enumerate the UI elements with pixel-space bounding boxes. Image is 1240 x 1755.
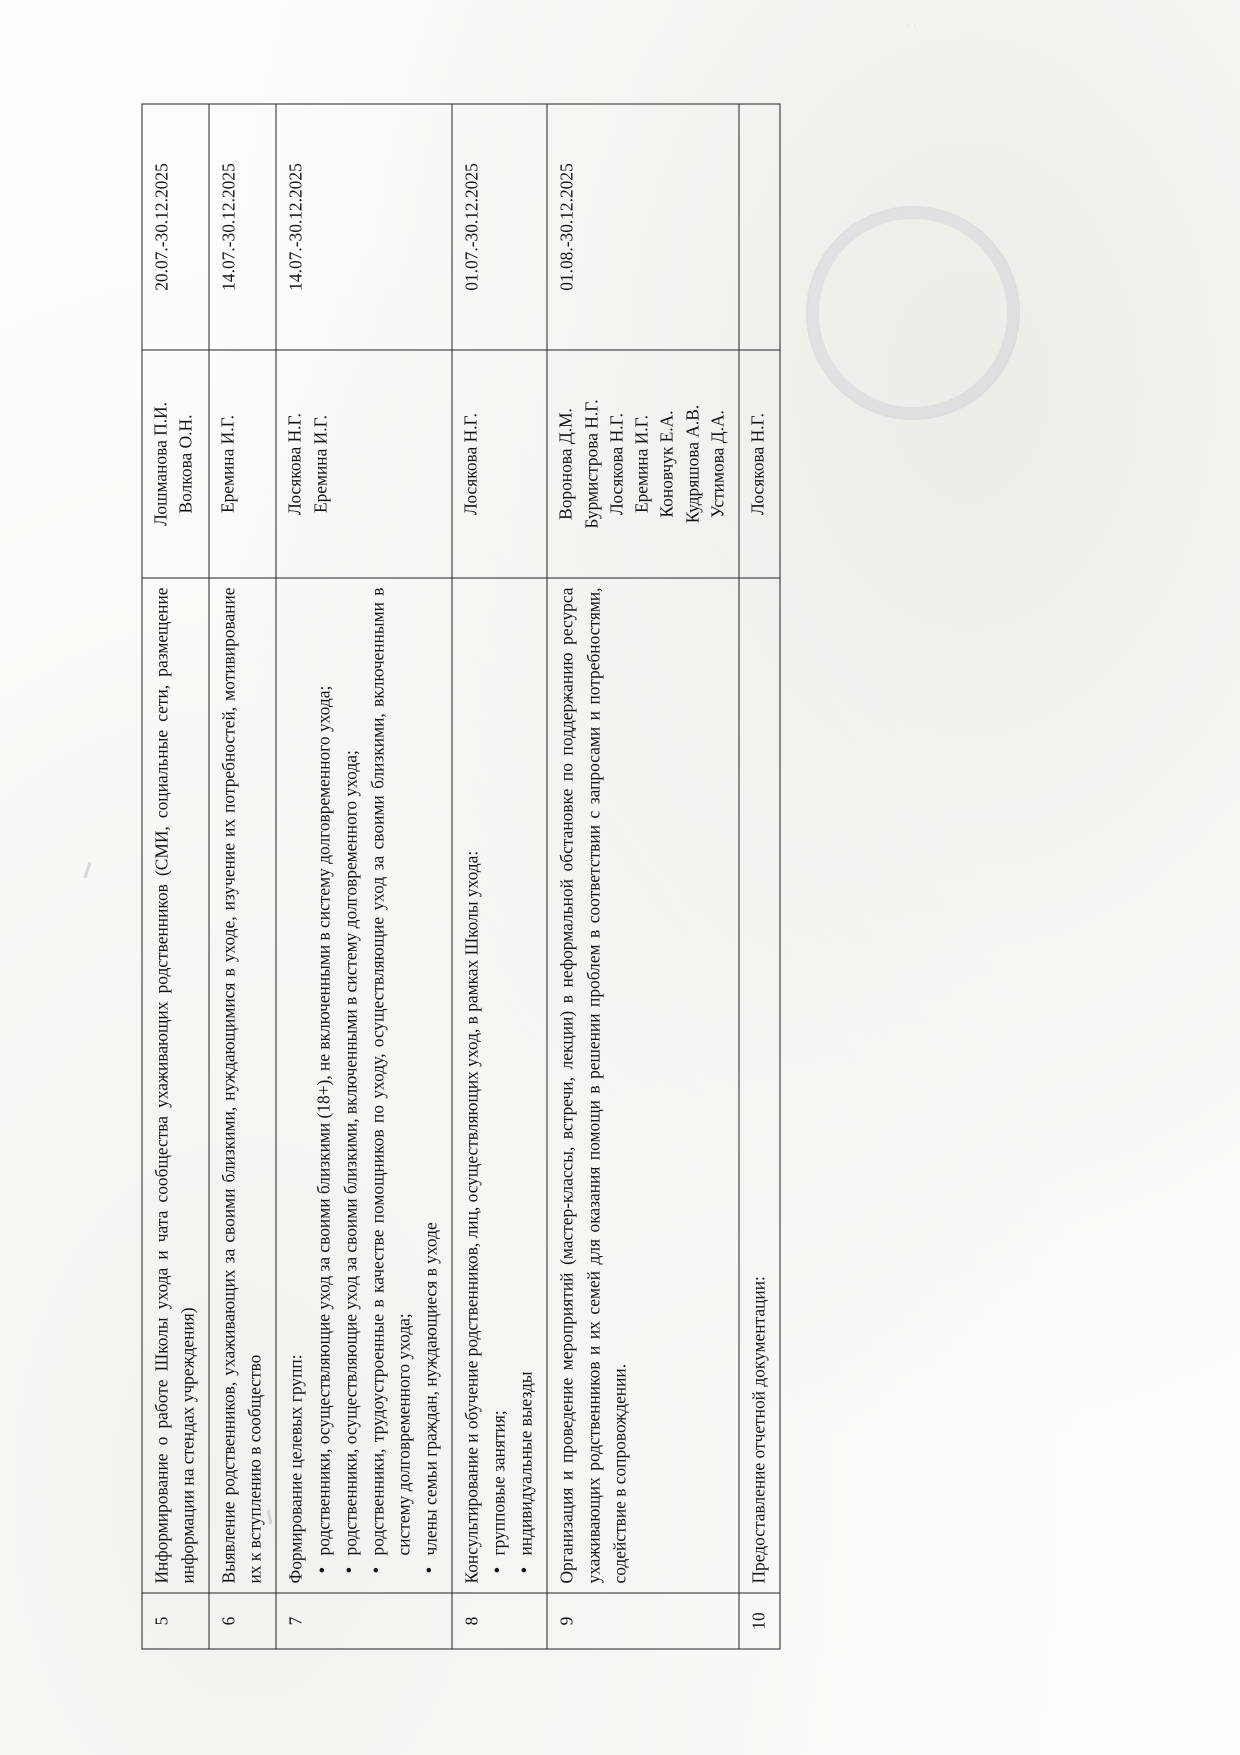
row-date: 20.07.-30.12.2025	[142, 104, 209, 350]
responsible-name: Лосякова Н.Г.	[460, 413, 481, 515]
bleed-mark: · ·	[905, 18, 917, 33]
row-number: 5	[142, 1593, 209, 1649]
row-activity	[452, 578, 547, 1593]
row-date: 01.08.-30.12.2025	[547, 104, 739, 350]
row-responsible	[142, 350, 209, 578]
table-row	[142, 104, 209, 1649]
activity-paragraph: Информирование о работе Школы ухода и чата сообщества ухаживающих родственников (СМИ, социальные сети, размещение информации на стендах учреждения)	[151, 587, 198, 1584]
activity-plan-table	[142, 104, 781, 1650]
list-item: • родственники, трудоустроенные в качестве помощников по уходу, осуществляющие уход за своими близкими, включенными в систему долговременного ухода;	[364, 588, 416, 1556]
row-activity	[547, 578, 739, 1593]
row-activity	[739, 578, 780, 1593]
row-number: 8	[452, 1593, 547, 1649]
list-item: • члены семьи граждан, нуждающиеся в уходе	[417, 588, 443, 1556]
row-responsible	[209, 350, 276, 578]
activity-paragraph: Выявление родственников, ухаживающих за своими близкими, нуждающимися в уходе, изучение их потребностей, мотивирование их к вступлению в сообщество	[218, 587, 265, 1584]
responsible-name: Еремина И.Г.	[310, 414, 331, 514]
list-item: • групповые занятия;	[486, 588, 512, 1556]
list-item: • родственники, осуществляющие уход за своими близкими, включенными в систему долговременного ухода;	[337, 588, 363, 1556]
activity-paragraph: Предоставление отчетной документации:	[748, 1276, 769, 1584]
responsible-name: Устимова Д.А.	[707, 410, 728, 518]
row-number: 6	[209, 1593, 276, 1649]
table-row	[209, 104, 276, 1649]
responsible-name: Лосякова Н.Г.	[284, 413, 305, 515]
table-row	[452, 104, 547, 1649]
responsible-name: Воронова Д.М.	[555, 408, 576, 520]
table-holder	[142, 105, 1100, 1650]
row-number: 9	[547, 1593, 739, 1649]
responsible-name: Коновчук Е.А.	[656, 410, 677, 518]
activity-paragraph: Консультирование и обучение родственников, лиц, осуществляющих уход, в рамках Школы ухода:	[461, 850, 482, 1584]
row-activity	[209, 578, 276, 1593]
row-date: 01.07.-30.12.2025	[452, 104, 547, 350]
table-row	[739, 104, 780, 1649]
row-number: 10	[739, 1593, 780, 1649]
row-date: 14.07.-30.12.2025	[209, 104, 276, 350]
responsible-name: Лосякова Н.Г.	[747, 413, 768, 515]
bullet-list	[486, 588, 539, 1584]
list-item: • родственники, осуществляющие уход за своими близкими (18+), не включенными в систему долговременного ухода;	[310, 588, 336, 1556]
responsible-name: Еремина И.Г.	[217, 414, 238, 514]
row-responsible	[276, 350, 452, 578]
row-activity	[276, 578, 452, 1593]
responsible-name: Лосякова Н.Г.	[606, 413, 627, 515]
responsible-name: Лошманова П.И.	[150, 402, 171, 526]
responsible-name: Еремина И.Г.	[631, 414, 652, 514]
responsible-name: Кудряшова А.В.	[682, 404, 703, 524]
activity-paragraph: Формирование целевых групп:	[285, 1354, 306, 1584]
row-responsible	[739, 350, 780, 578]
bullet-list	[310, 588, 444, 1584]
row-responsible	[452, 350, 547, 578]
table-row	[547, 104, 739, 1649]
row-activity	[142, 578, 209, 1593]
activity-paragraph: Организация и проведение мероприятий (мастер-классы, встречи, лекции) в неформальной обстановке по поддержанию ресурса ухаживающих родственников и их семей для оказания помощи в решении проблем в соответствии с запросами и потребностями, содействие в сопровождении.	[556, 587, 630, 1584]
row-date: 14.07.-30.12.2025	[276, 104, 452, 350]
list-item: • индивидуальные выезды	[513, 588, 539, 1556]
row-responsible	[547, 350, 739, 578]
row-date	[739, 104, 780, 350]
responsible-name: Бурмистрова Н.Г.	[581, 399, 602, 529]
responsible-name: Волкова О.Н.	[175, 414, 196, 514]
table-row	[276, 104, 452, 1649]
row-number: 7	[276, 1593, 452, 1649]
